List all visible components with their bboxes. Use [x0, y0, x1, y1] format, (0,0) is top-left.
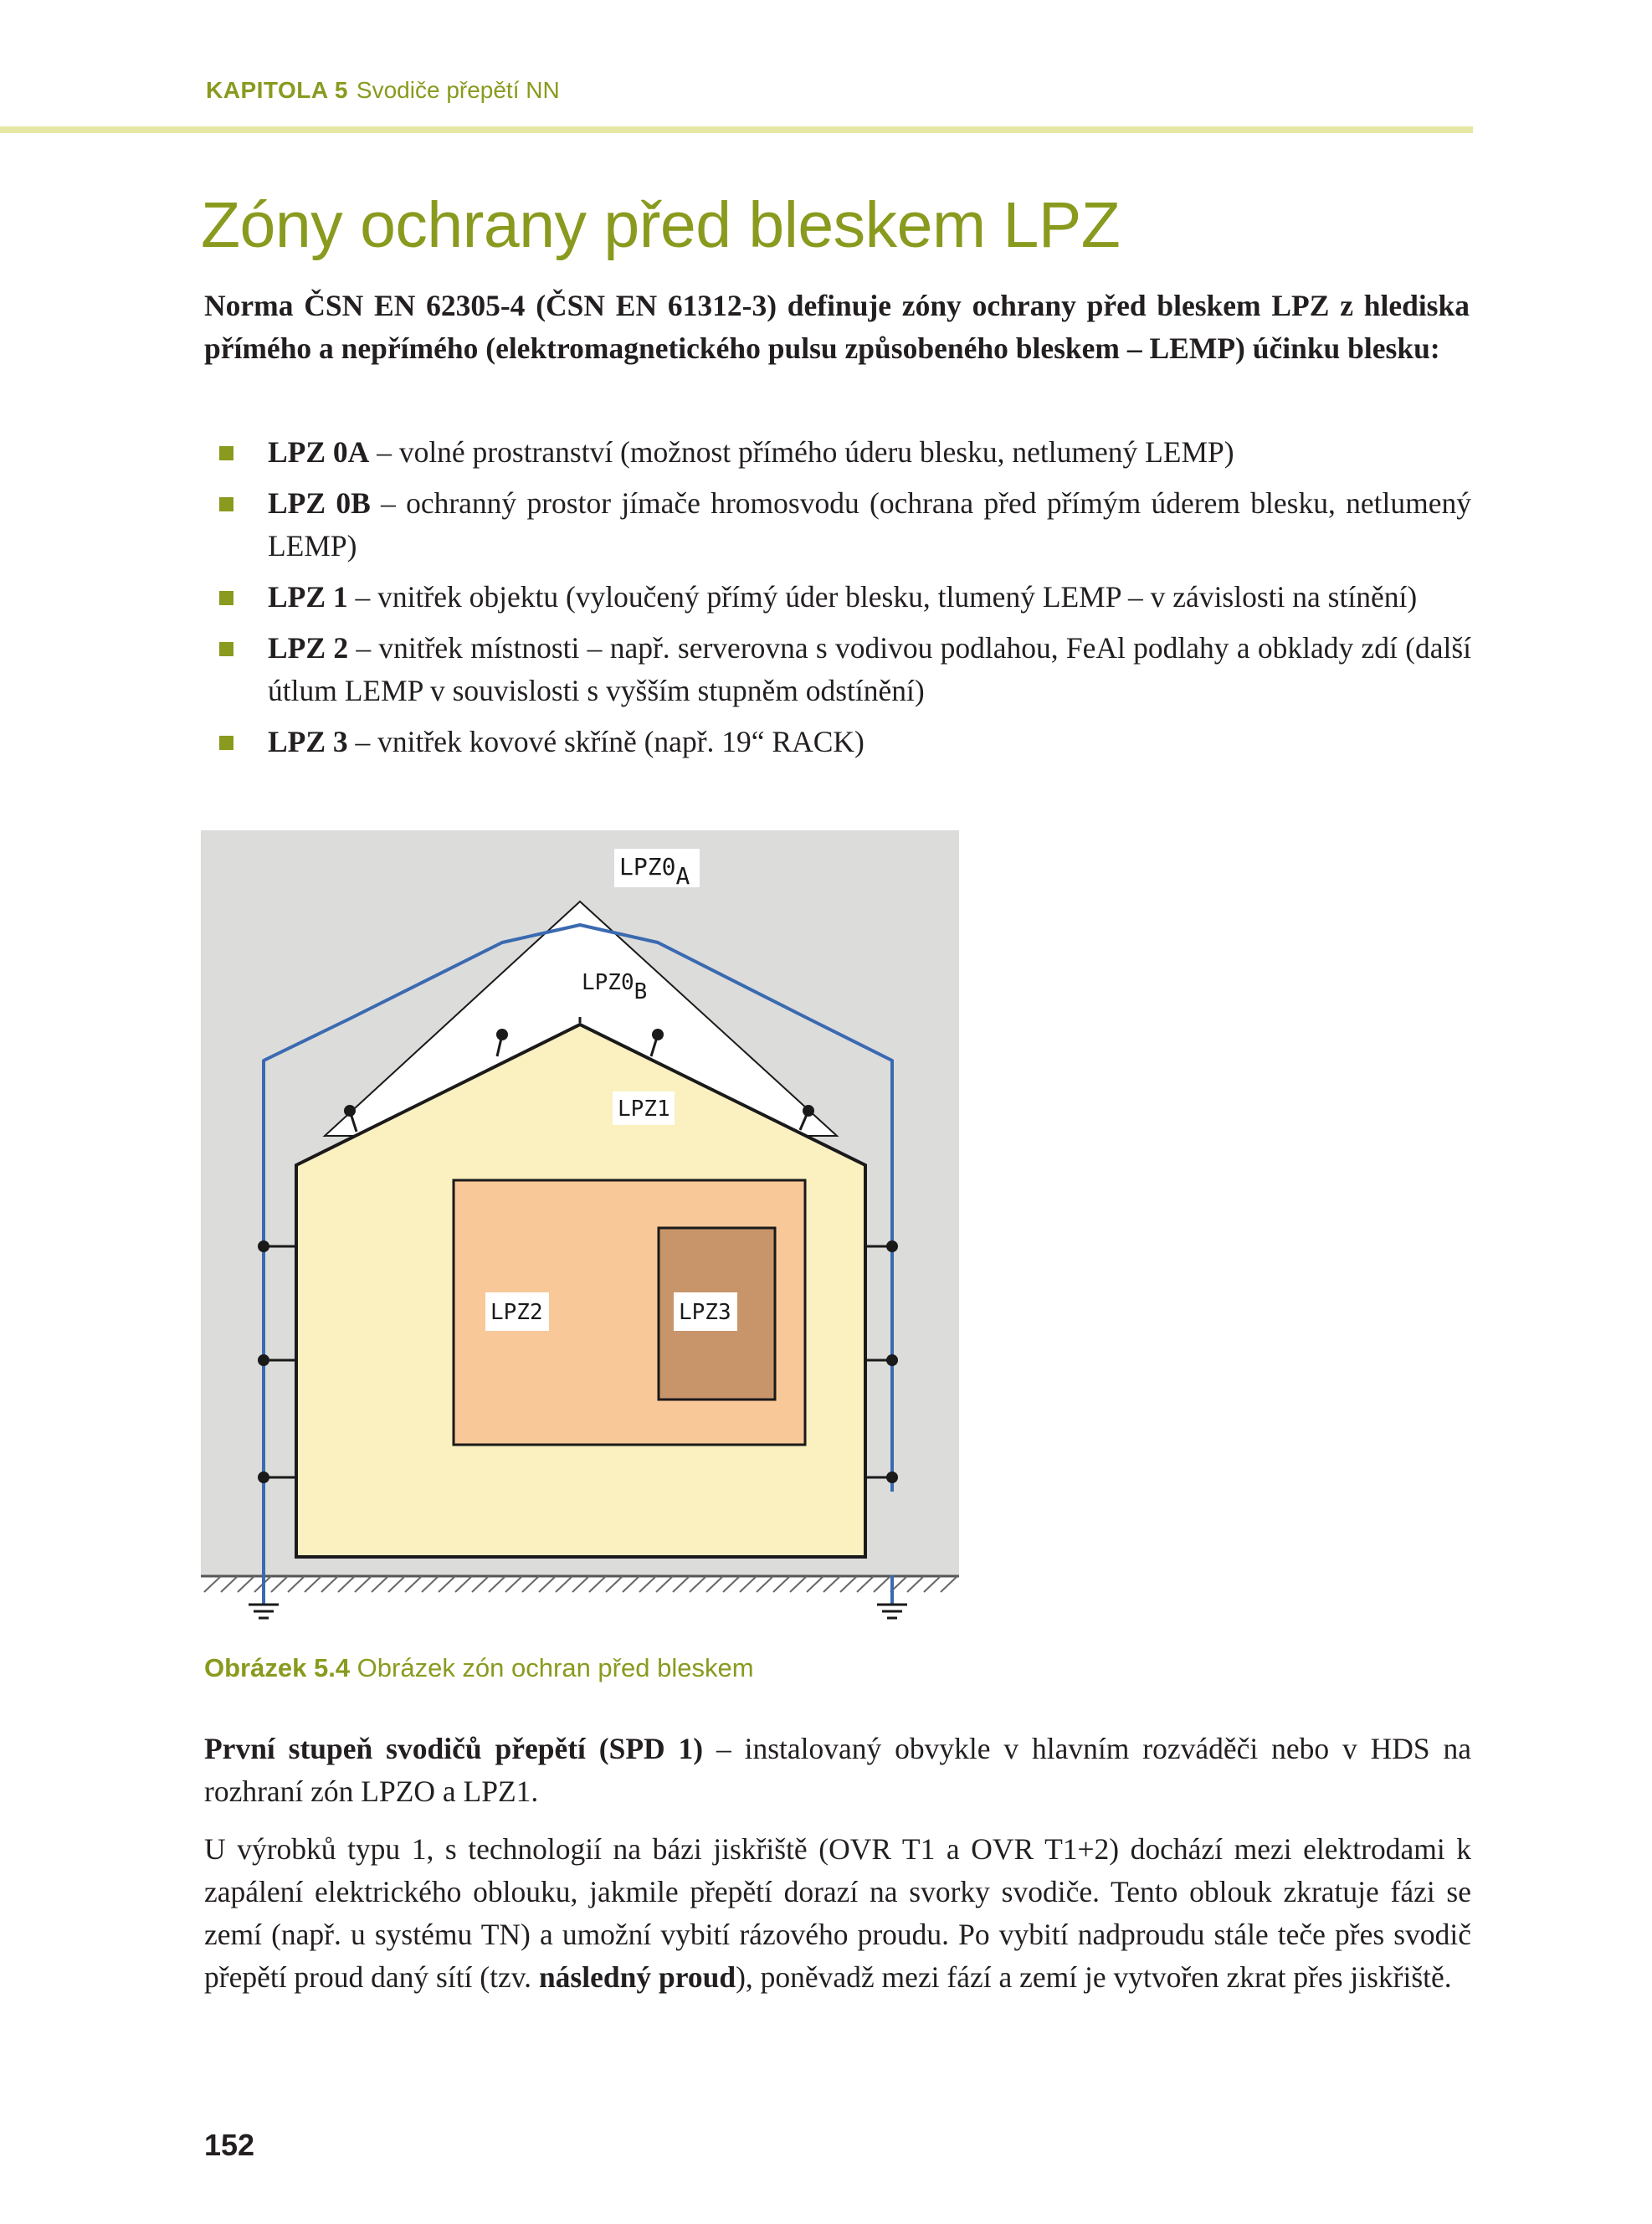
list-item-term: LPZ 3	[268, 725, 348, 758]
list-item	[216, 627, 1471, 712]
chapter-topic: Svodiče přepětí NN	[356, 77, 560, 103]
paragraph-bold: následný proud	[538, 1960, 736, 1994]
list-item-term: LPZ 0B	[268, 486, 371, 520]
bullet-square-icon	[219, 642, 233, 656]
caption-label: Obrázek 5.4	[204, 1653, 351, 1682]
bullet-square-icon	[219, 736, 233, 750]
lpz2-label: LPZ2	[490, 1300, 543, 1325]
page-number: 152	[204, 2128, 255, 2162]
lpz-zones-diagram	[201, 830, 959, 1634]
paragraph-text: U výrobků typu 1, s technologií na bázi jiskřiště (OVR T1 a OVR T1+2) dochází mezi elektrodami k zapálení elektrického oblouku, jakmile přepětí dorazí na svorky svodiče. Tento oblouk zkratuje fázi se zemí (např. u systému TN) a umožní vybití rázového proudu. Po vybití nadproudu stále teče přes svodič přepětí proud daný sítí (tzv.	[204, 1832, 1471, 1994]
list-item-term: LPZ 2	[268, 631, 349, 665]
list-item-term: LPZ 1	[268, 580, 348, 614]
paragraph-bold: První stupeň svodičů přepětí (SPD 1)	[204, 1732, 704, 1765]
page-title: Zóny ochrany před bleskem LPZ	[201, 189, 1121, 261]
list-item	[216, 576, 1471, 619]
lpz0a-label: LPZ0A	[619, 853, 690, 890]
list-item	[216, 482, 1471, 568]
list-item-text: – vnitřek místnosti – např. serverovna s vodivou podlahou, FeAl podlahy a obklady zdí (další útlum LEMP v souvislosti s vyšším stupněm odstínění)	[268, 631, 1472, 707]
list-item-term: LPZ 0A	[268, 435, 370, 469]
caption-text: Obrázek zón ochran před bleskem	[350, 1653, 754, 1682]
lpz-list	[216, 431, 1471, 772]
bullet-square-icon	[219, 497, 233, 511]
lpz1-label: LPZ1	[618, 1097, 670, 1122]
paragraph-text: ), poněvadž mezi fází a zemí je vytvořen zkrat přes jiskřiště.	[736, 1960, 1452, 1994]
bullet-square-icon	[219, 446, 233, 460]
list-item	[216, 721, 1471, 763]
bullet-square-icon	[219, 591, 233, 605]
intro-paragraph: Norma ČSN EN 62305-4 (ČSN EN 61312-3) definuje zóny ochrany před bleskem LPZ z hlediska přímého a nepřímého (elektromagnetického pulsu způsobeného bleskem – LEMP) účinku blesku:	[204, 289, 1470, 365]
lpz3-label: LPZ3	[679, 1300, 731, 1325]
paragraph-spd1	[204, 1728, 1471, 1813]
header-rule	[0, 126, 1473, 133]
running-header	[206, 77, 560, 104]
lpz0b-label: LPZ0B	[582, 970, 648, 1004]
list-item-text: – vnitřek objektu (vyloučený přímý úder blesku, tlumený LEMP – v závislosti na stínění)	[347, 580, 1418, 614]
list-item	[216, 431, 1471, 474]
list-item-text: – ochranný prostor jímače hromosvodu (ochrana před přímým úderem blesku, netlumený LEMP)	[268, 486, 1471, 562]
figure-caption	[204, 1653, 754, 1683]
chapter-label: KAPITOLA 5	[206, 77, 348, 103]
paragraph-text: – instalovaný obvykle v hlavním rozváděči nebo v HDS na rozhraní zón LPZO a LPZ1.	[204, 1732, 1471, 1808]
paragraph-type1	[204, 1828, 1471, 1999]
list-item-text: – vnitřek kovové skříně (např. 19“ RACK)	[347, 725, 864, 758]
list-item-text: – volné prostranství (možnost přímého úderu blesku, netlumený LEMP)	[369, 435, 1234, 469]
